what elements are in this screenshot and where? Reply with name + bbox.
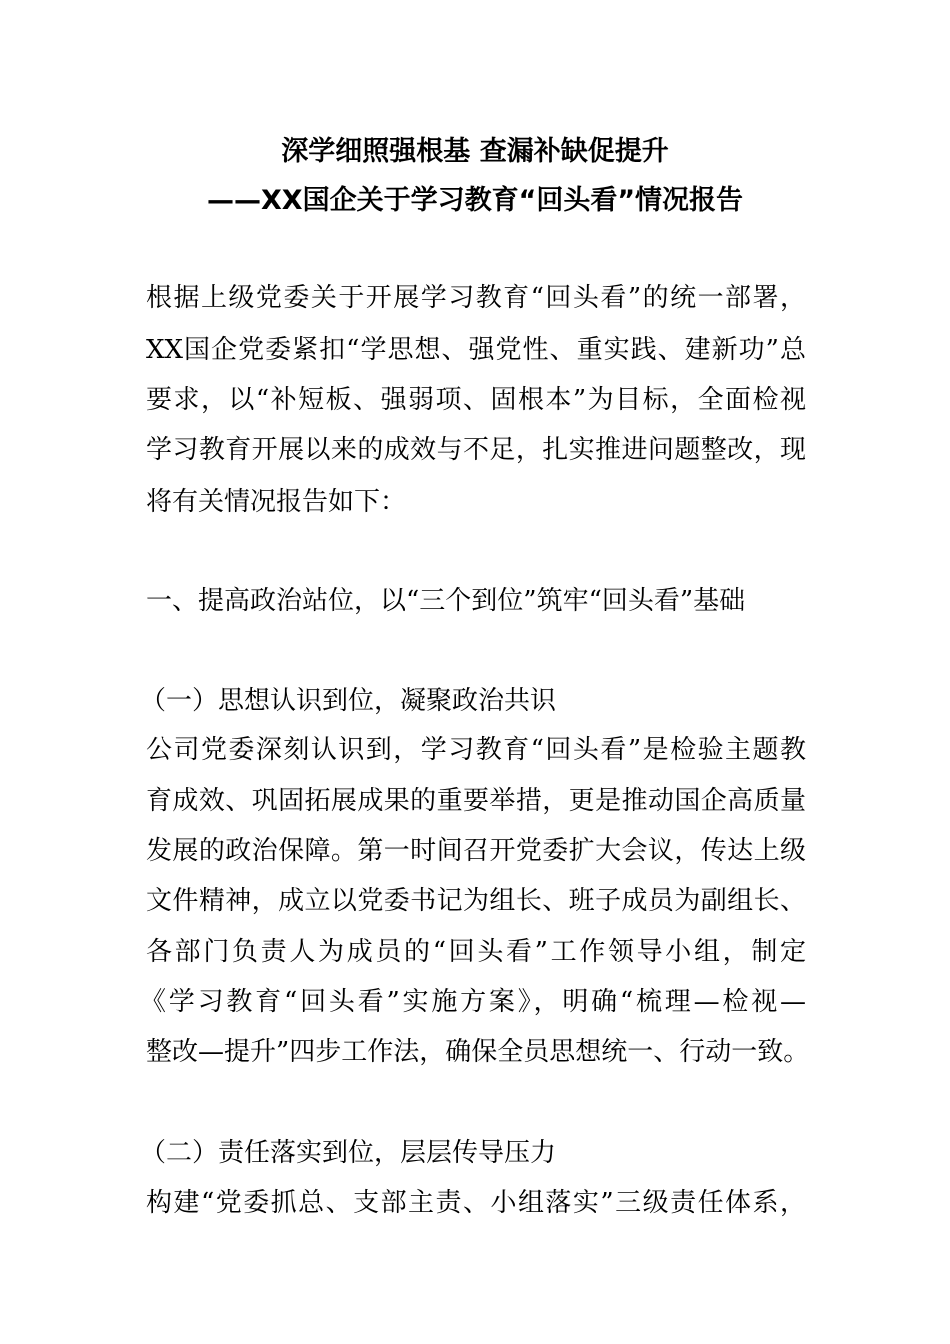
subsection-1-heading: （一）思想认识到位，凝聚政治共识 — [140, 686, 557, 716]
document-subtitle: ——XX国企关于学习教育“回头看”情况报告 — [206, 185, 744, 216]
intro-line-1: 根据上级党委关于开展学习教育“回头看”的统一部署， — [146, 283, 806, 313]
subsection-1-line-3: 发展的政治保障。第一时间召开党委扩大会议，传达上级 — [146, 836, 806, 866]
section-1-heading: 一、提高政治站位，以“三个到位”筑牢“回头看”基础 — [146, 586, 746, 616]
subsection-2-line-1: 构建“党委抓总、支部主责、小组落实”三级责任体系， — [146, 1188, 806, 1218]
intro-line-5: 将有关情况报告如下： — [146, 487, 407, 517]
intro-line-2: XX国企党委紧扣“学思想、强党性、重实践、建新功”总 — [146, 335, 806, 365]
intro-line-4: 学习教育开展以来的成效与不足，扎实推进问题整改，现 — [146, 435, 806, 465]
subsection-1-line-6: 《学习教育“回头看”实施方案》，明确“梳理—检视— — [140, 987, 806, 1017]
subsection-1-line-7: 整改—提升”四步工作法，确保全员思想统一、行动一致。 — [146, 1037, 810, 1067]
subsection-2-heading: （二）责任落实到位，层层传导压力 — [140, 1138, 557, 1168]
intro-line-3: 要求，以“补短板、强弱项、固根本”为目标，全面检视 — [146, 385, 806, 415]
subsection-1-line-2: 育成效、巩固拓展成果的重要举措，更是推动国企高质量 — [146, 786, 806, 816]
subsection-1-line-4: 文件精神，成立以党委书记为组长、班子成员为副组长、 — [146, 886, 806, 916]
subsection-1-line-1: 公司党委深刻认识到，学习教育“回头看”是检验主题教 — [146, 735, 806, 765]
subsection-1-line-5: 各部门负责人为成员的“回头看”工作领导小组，制定 — [146, 937, 806, 967]
document-title: 深学细照强根基 查漏补缺促提升 — [281, 136, 669, 167]
